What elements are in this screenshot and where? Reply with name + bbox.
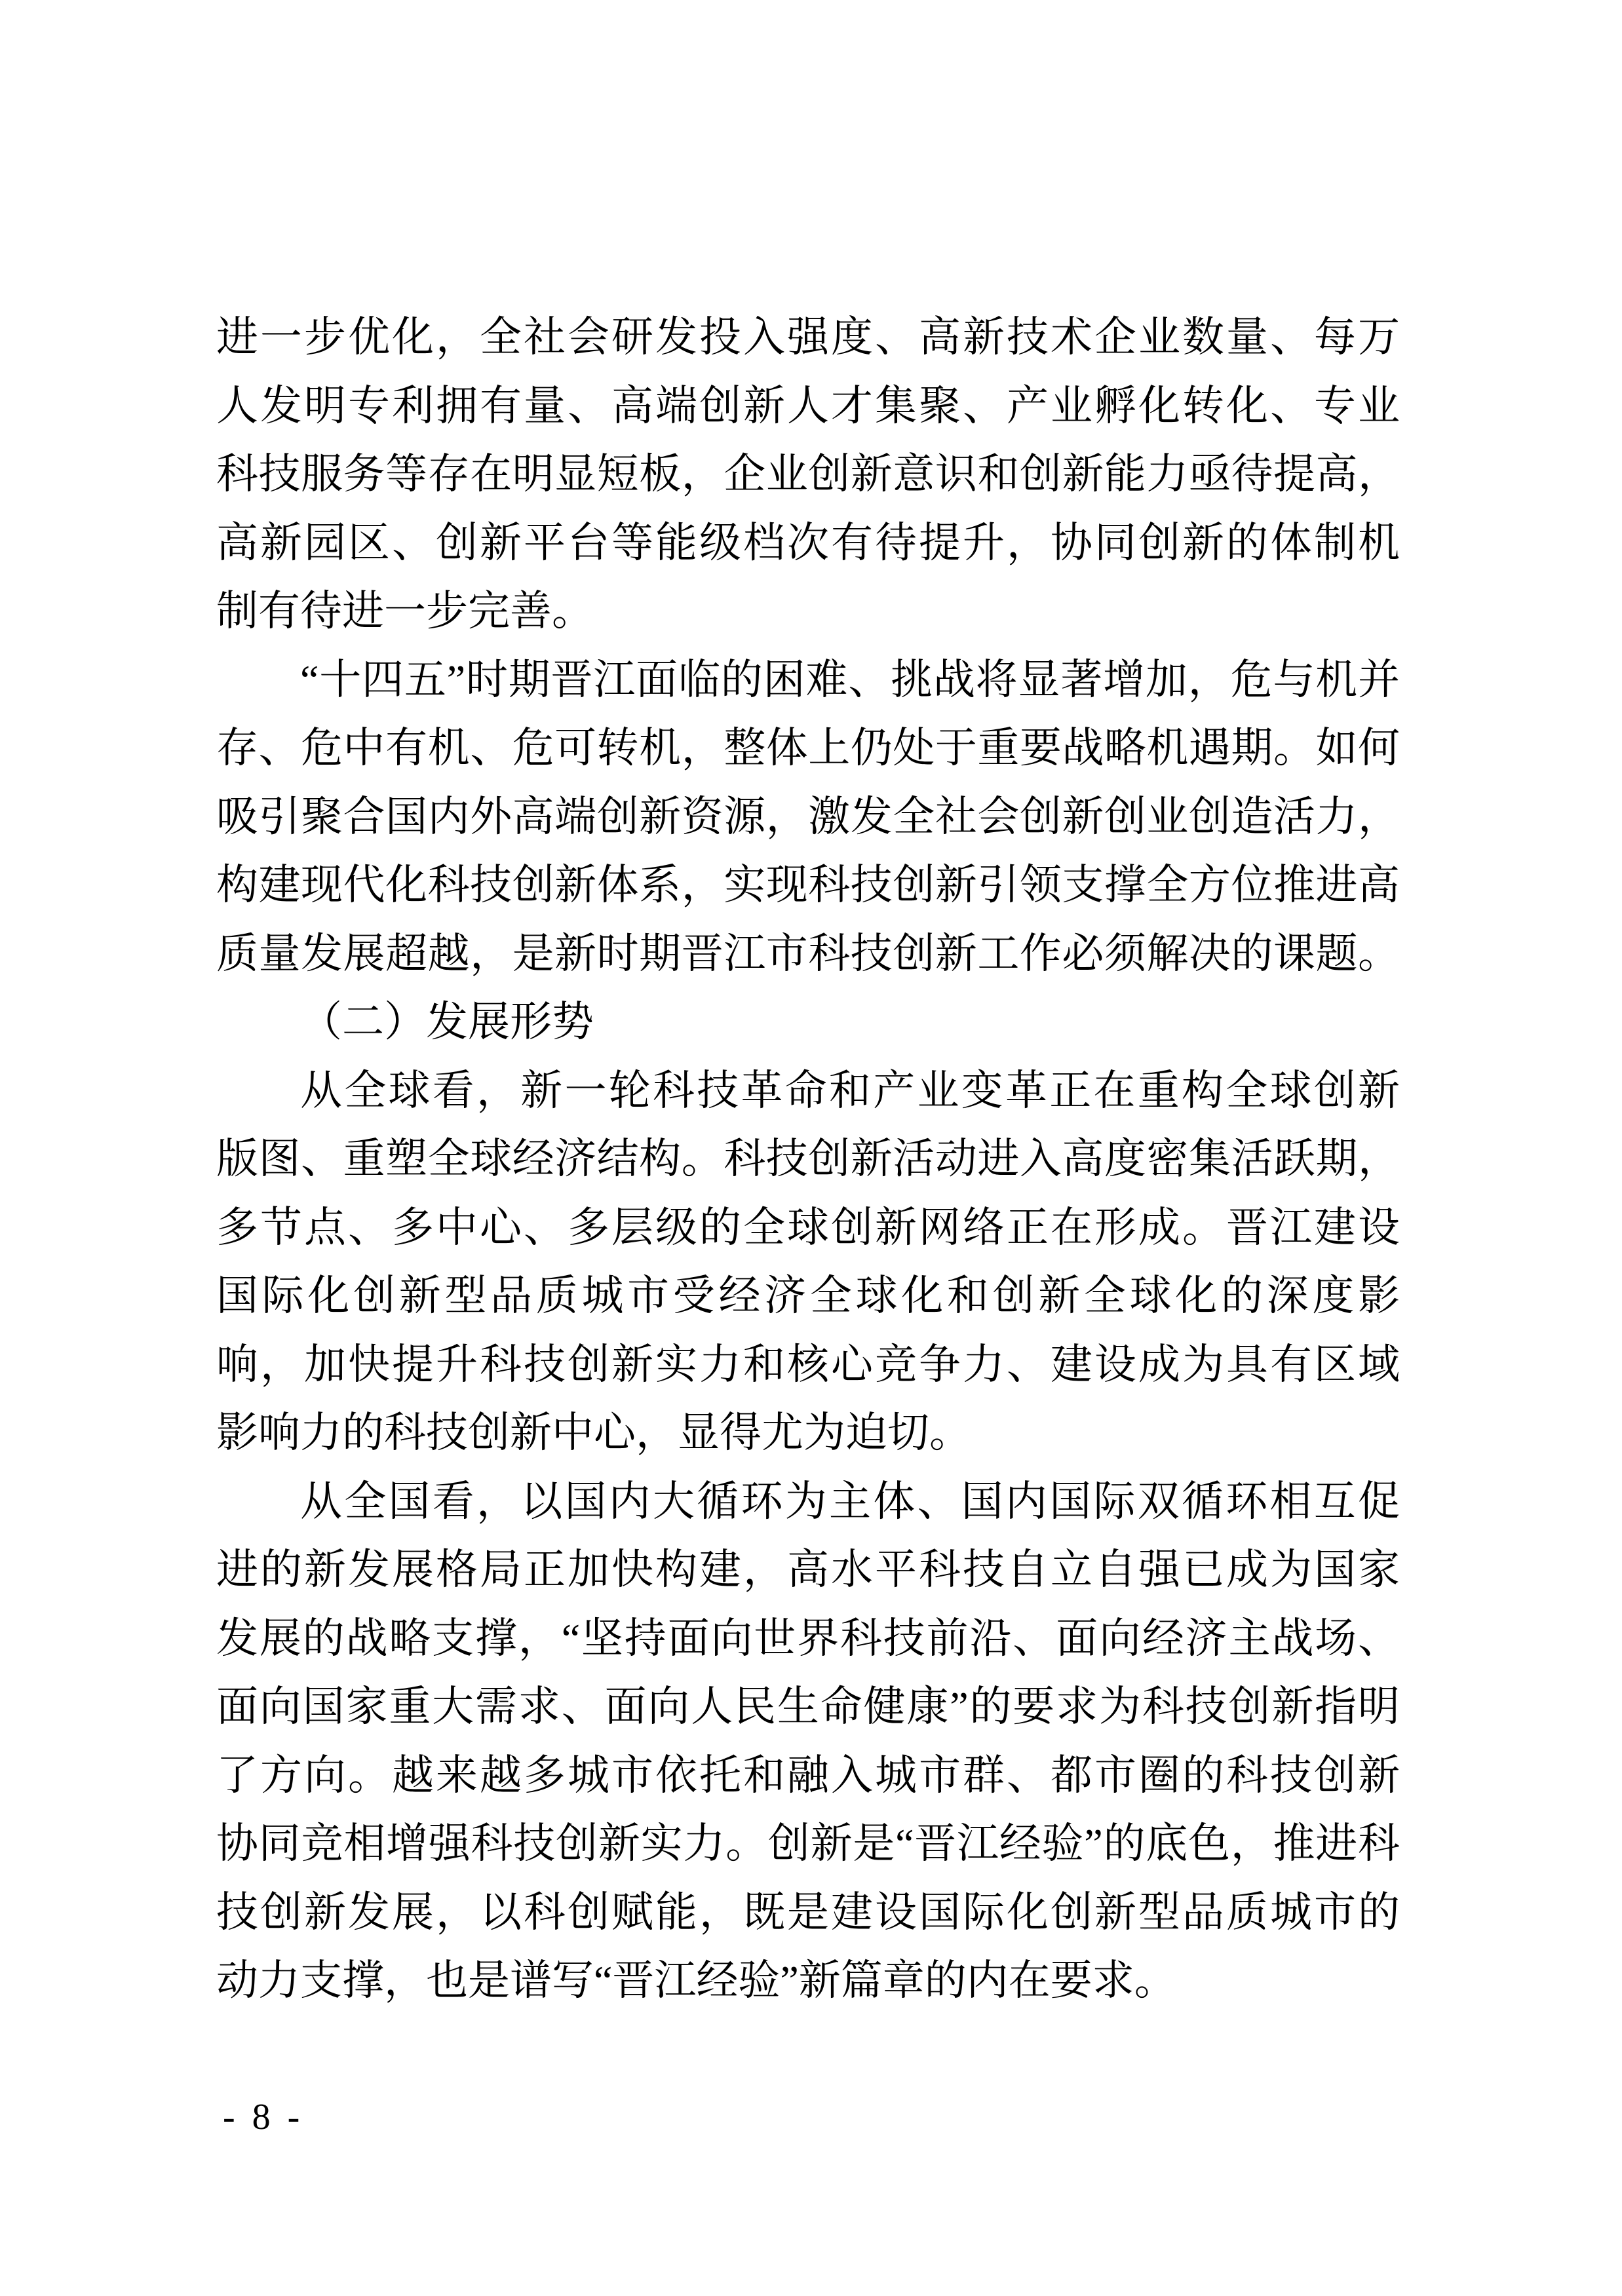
text-line: “十四五”时期晋江面临的困难、挑战将显著增加，危与机并 [300,656,1400,703]
paragraph [216,1468,1400,2016]
text-line: 技创新发展，以科创赋能，既是建设国际化创新型品质城市的 [216,1888,1400,1936]
text-line: 进一步优化，全社会研发投入强度、高新技术企业数量、每万 [216,314,1400,360]
text-line: 了方向。越来越多城市依托和融入城市群、都市圈的科技创新 [216,1751,1400,1799]
paragraph [216,1057,1400,1468]
text-line: 面向国家重大需求、面向人民生命健康”的要求为科技创新指明 [216,1683,1400,1730]
text-line: 高新园区、创新平台等能级档次有待提升，协同创新的体制机 [216,519,1400,566]
paragraph-continued [216,303,1400,646]
section-heading: （二）发展形势 [300,999,594,1045]
text-line: 动力支撑，也是谱写“晋江经验”新篇章的内在要求。 [216,1957,1176,2004]
text-line: 人发明专利拥有量、高端创新人才集聚、产业孵化转化、专业 [216,382,1400,429]
text-line: 协同竞相增强科技创新实力。创新是“晋江经验”的底色，推进科 [216,1820,1400,1867]
document-body [216,303,1400,2016]
text-line: 多节点、多中心、多层级的全球创新网络正在形成。晋江建设 [216,1204,1400,1251]
text-line: 版图、重塑全球经济结构。科技创新活动进入高度密集活跃期， [216,1136,1400,1182]
text-line: 进的新发展格局正加快构建，高水平科技自立自强已成为国家 [216,1546,1400,1593]
text-line: 吸引聚合国内外高端创新资源，激发全社会创新创业创造活力， [216,793,1400,840]
text-line: 存、危中有机、危可转机，整体上仍处于重要战略机遇期。如何 [216,725,1400,771]
text-line: 从全国看，以国内大循环为主体、国内国际双循环相互促 [300,1478,1400,1525]
text-line: 科技服务等存在明显短板，企业创新意识和创新能力亟待提高， [216,451,1400,497]
text-line: 响，加快提升科技创新实力和核心竞争力、建设成为具有区域 [216,1341,1400,1388]
paragraph [216,646,1400,989]
text-line: 质量发展超越，是新时期晋江市科技创新工作必须解决的课题。 [216,930,1400,977]
page-number: - 8 - [223,2097,304,2137]
text-line: 构建现代化科技创新体系，实现科技创新引领支撑全方位推进高 [216,862,1400,908]
text-line: 影响力的科技创新中心，显得尤为迫切。 [216,1409,971,1456]
text-line: 发展的战略支撑，“坚持面向世界科技前沿、面向经济主战场、 [216,1615,1400,1662]
text-line: 国际化创新型品质城市受经济全球化和创新全球化的深度影 [216,1272,1400,1319]
section-heading-block [216,988,1400,1057]
text-line: 从全球看，新一轮科技革命和产业变革正在重构全球创新 [300,1067,1400,1114]
text-line: 制有待进一步完善。 [216,588,594,634]
